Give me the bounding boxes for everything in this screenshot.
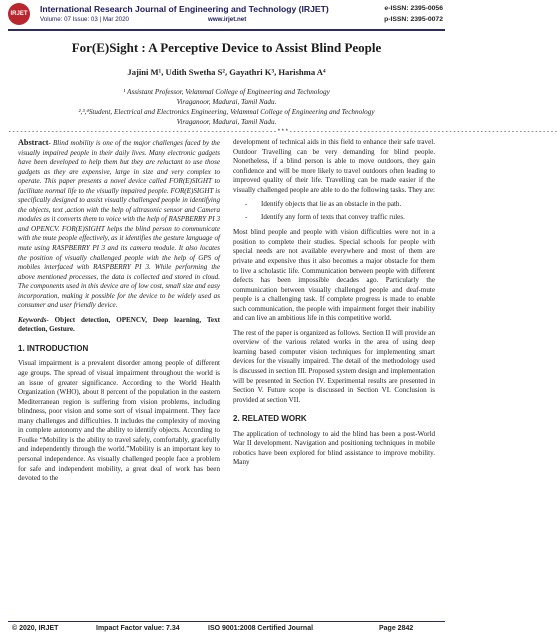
header-divider bbox=[8, 29, 445, 31]
volume-issue: Volume: 07 Issue: 03 | Mar 2020 bbox=[40, 16, 129, 23]
keywords-label: Keywords- bbox=[18, 315, 49, 324]
task-list bbox=[233, 200, 435, 222]
intro-continued-paragraph: development of technical aids in this field to enhance their safe travel. Outdoor Travelling can be very demanding for blind people. Nonetheless, if a blind person is able to move outdoors, they gain confidence and will be more likely to travel outdoors often leading to improved quality of their life. Travelling can be made easier if the visually challenged people are able to do the following tasks. They are: bbox=[233, 138, 435, 194]
education-paragraph: Most blind people and people with vision difficulties were not in a position to complete their studies. Special schools for people with special needs are not available everywhere and most of them are private and expensive thus it also becomes a major obstacle for them to live a scholastic life. Communication between people with different defects has been impossible decades ago. Particularly the communication between visually challenged people and deaf-mute people is a challenging task. If complete progress is made to enable such communication, the people with impairment forget their inability and can live an ambitious life in this competitive world. bbox=[233, 228, 435, 323]
right-column bbox=[233, 138, 435, 473]
keywords-text: Object detection, OPENCV, Deep learning, Text detection, Gesture. bbox=[18, 315, 220, 334]
abstract-label: Abstract bbox=[18, 138, 49, 147]
footer-copyright: © 2020, IRJET bbox=[12, 625, 59, 632]
logo-text: IRJET bbox=[10, 11, 28, 17]
abstract bbox=[18, 138, 220, 311]
footer-impact-factor: Impact Factor value: 7.34 bbox=[96, 625, 180, 632]
related-work-text: The application of technology to aid the blind has been a post-World War II development. Navigation and positioning techniques in mobile robotics have been explored for blind assistance to improve mobility. Many bbox=[233, 429, 435, 467]
paper-title: For(E)Sight : A Perceptive Device to Assist Blind People bbox=[71, 40, 382, 55]
affiliation-2-line-1: ²,³,⁴Student, Electrical and Electronics Engineering, Velammal College of Engineering and Technology bbox=[78, 108, 375, 116]
section-separator: ---------------------------------------------------------------------***--------------------------------------------------------------------- bbox=[8, 128, 558, 135]
keywords bbox=[18, 316, 220, 335]
introduction-text: Visual impairment is a prevalent disorder among people of different age groups. The spread of visual impairment throughout the world is an issue of greater significance. According to the World Health Organization (WHO), about 8 percent of the population in the eastern Mediterranean region is suffering from vision problems, including blindness, poor vision and some sort of visual impairment. They face many challenges and difficulties. It includes the complexity of moving in complete autonomy and the ability to identify objects. According to Foulke “Mobility is the ability to travel safely, comfortably, gracefully and independently through the world.”Mobility is an important key to personal independence. As visually challenged people face a problem for safe and independent mobility, a great deal of work has been devoted to the bbox=[18, 359, 220, 483]
bullet-dash: - bbox=[245, 212, 248, 221]
paper-authors: Jajini M¹, Udith Swetha S², Gayathri K³, Harishma A⁴ bbox=[127, 67, 326, 77]
journal-header bbox=[0, 0, 453, 28]
left-column bbox=[18, 138, 220, 489]
list-item-text: Identify any form of texts that convey traffic rules. bbox=[261, 212, 405, 221]
affiliation-1-line-2: Viraganoor, Madurai, Tamil Nadu. bbox=[176, 98, 277, 106]
journal-website-link[interactable]: www.irjet.net bbox=[208, 16, 247, 23]
introduction-heading: 1. INTRODUCTION bbox=[18, 343, 89, 353]
related-work-heading: 2. RELATED WORK bbox=[233, 414, 307, 424]
abstract-text: - Blind mobility is one of the major challenges faced by the visually impaired people in their daily lives. Many electronic gadgets have been developed to help them but they are reluctant to use those gadgets as they are expensive, large in size and very complex to operate. This paper presents a novel device called FOR(E)SIGHT to facilitate normal life to the visually impaired people. FOR(E)SIGHT is specifically designed to assist visually challenged people in identifying the objects, text ,action with the help of ultrasonic sensor and Camera modules as it converts them to voice with the help of RASPBERRY PI 3 and OPENCV. FOR(E)SIGHT helps the blind person to communicate with the mute people effectively, as it identifies the gesture language of mute using RASPBERRY PI 3 and its camera module. It also locates the position of visually challenged people with the help of GPS of mobiles interfaced with RASPBERRY PI 3. While performing the above mentioned processes, the data is collected and stored in cloud. The components used in this device are of low cost, small size and easy incorporation, making it possible for the device to be widely used as consumer and user friendly device. bbox=[18, 139, 220, 310]
e-issn: e-ISSN: 2395-0056 bbox=[384, 5, 443, 12]
footer-divider bbox=[8, 621, 445, 622]
affiliation-1-line-1: ¹ Assistant Professor, Velammal College of Engineering and Technology bbox=[123, 88, 330, 96]
list-item bbox=[245, 200, 435, 210]
affiliation-2-line-2: Viraganoor, Madurai, Tamil Nadu. bbox=[176, 118, 277, 126]
journal-name: International Research Journal of Engineering and Technology (IRJET) bbox=[40, 4, 329, 14]
p-issn: p-ISSN: 2395-0072 bbox=[384, 16, 443, 23]
volume-line bbox=[40, 16, 247, 23]
paper-organization-paragraph: The rest of the paper is organized as follows. Section II will provide an overview of the various related works in the area of using deep learning based computer vision techniques for implementing smart devices for the visually impaired. The detail of the methodology used is discussed in section III. Proposed system design and implementation will be presented in Section IV. Experimental results are presented in Section V. Future scope is discussed in Section VI. Conclusion is provided at section VII. bbox=[233, 328, 435, 404]
list-item bbox=[245, 212, 435, 223]
footer-iso: ISO 9001:2008 Certified Journal bbox=[208, 625, 314, 632]
list-item-text: Identify objects that lie as an obstacle in the path. bbox=[261, 200, 402, 209]
bullet-dash: - bbox=[245, 200, 248, 209]
footer-page-number: Page 2842 bbox=[379, 625, 414, 632]
irjet-logo bbox=[8, 3, 30, 25]
